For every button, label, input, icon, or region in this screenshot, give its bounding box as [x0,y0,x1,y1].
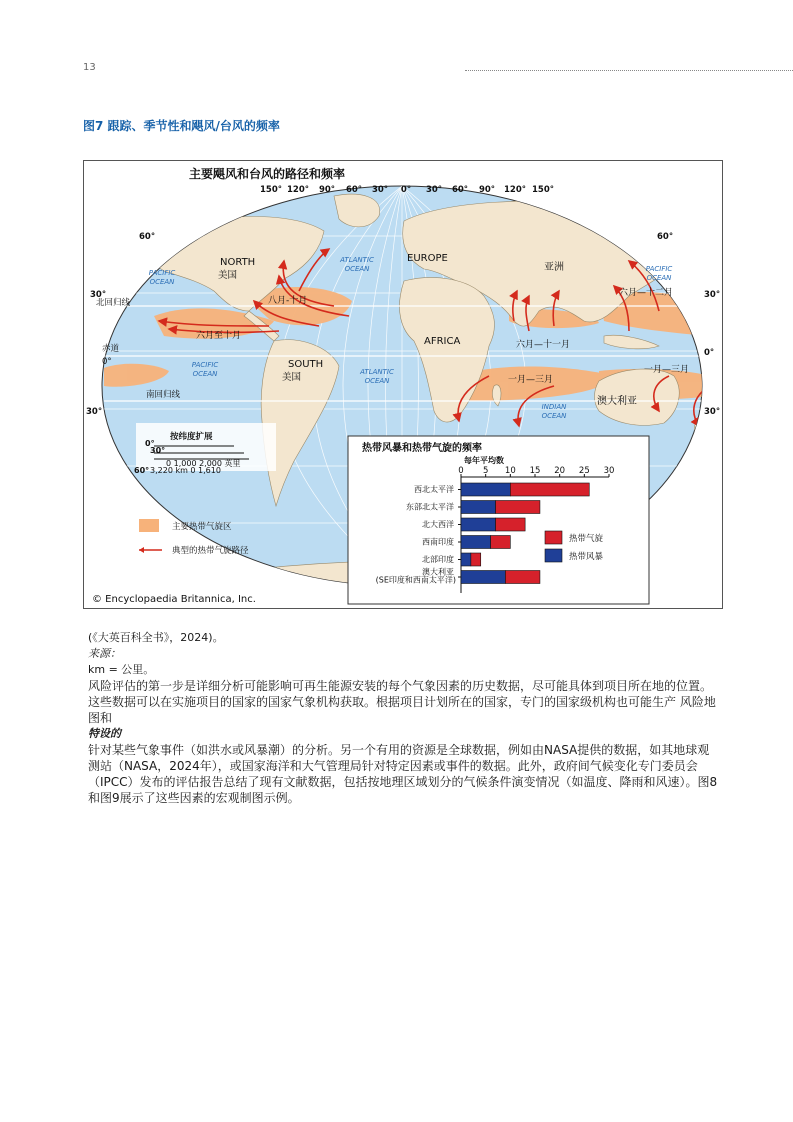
figure-caption: 图7 跟踪、季节性和飓风/台风的频率 [83,119,280,133]
ocean-label: OCEAN [192,370,218,378]
chart-bar [461,553,471,566]
label-season-epac: 六月至十月 [196,331,242,341]
lon-label: 150° [260,185,282,195]
chart-tick-label: 15 [529,466,541,476]
km-note: km = 公里。 [88,663,155,676]
lat-label: 0° [704,348,715,358]
label-season-aus: 一月—三月 [644,365,690,375]
ocean-label: PACIFIC [148,269,176,277]
label-australia: 澳大利亚 [597,396,637,407]
chart-bar [491,536,511,549]
ocean-label: OCEAN [149,278,175,286]
source-citation: (《大英百科全书》，2024)。 [88,631,224,644]
legend-zone-label: 主要热带气旋区 [172,522,232,532]
ocean-label: OCEAN [344,265,370,273]
legend-path-label: 典型的热带气旋路径 [172,546,249,556]
chart-legend-label: 热带风暴 [569,552,604,562]
label-africa: AFRICA [424,336,461,347]
header-divider [465,70,793,71]
chart-category-label: 西北太平洋 [414,485,454,494]
lon-label: 90° [318,185,336,195]
ocean-label: INDIAN [541,403,567,411]
page-number: 13 [83,62,96,73]
scale-title: 按纬度扩展 [170,432,213,442]
chart-bar [496,501,540,514]
scale-miles: 0 1,000 2,000 英里 [166,459,241,468]
chart-tick-label: 5 [482,466,489,476]
body-text [88,630,718,806]
label-tropic-cancer: 北回归线 [96,298,131,308]
label-season-nio: 六月—十一月 [516,340,571,350]
chart-xlabel: 每年平均数 [464,456,504,465]
chart-category-label: 北部印度 [422,555,454,564]
lon-label: 150° [532,185,554,195]
scale-lat30: 30° [150,446,166,455]
chart-bar [461,518,496,531]
source-label: 来源： [88,647,121,660]
scale-lat60: 60° [134,466,150,475]
label-south-usa: 美国 [282,372,302,383]
ocean-label: OCEAN [364,377,390,385]
scale-box [134,423,276,475]
chart-bar [505,571,540,584]
scale-lat0: 0° [145,439,155,448]
label-season-atlantic: 八月-十月 [268,296,308,306]
lon-label: 30° [371,185,389,195]
legend-zone-swatch [139,519,159,532]
chart-tick-label: 10 [504,466,516,476]
chart-category-sublabel: (SE印度和西南太平洋) [375,575,456,585]
paragraph-2: 针对某些气象事件（如洪水或风暴潮）的分析。另一个有用的资源是全球数据，例如由NASA提供的数据，如其地球观测站（NASA，2024年），或国家海洋和大气管理局针对特定因素或事件的数据。此外，政府间气候变化专门委员会（IPCC）发布的评估报告总结了现有文献数据，包括按地理区域划分的气候条件演变情况（如温度、降雨和风速）。图8和图9展示了这些因素的宏观制图示例。 [88,743,718,805]
ocean-label: PACIFIC [191,361,219,369]
chart-tick-label: 30 [603,466,615,476]
chart-tick-label: 0 [458,466,464,476]
label-tropic-capricorn: 南回归线 [146,390,181,400]
lat-label: 60° [139,232,156,242]
label-equator: 赤道 [102,344,120,354]
ocean-label: ATLANTIC [340,256,374,264]
chart-tick-label: 20 [554,466,566,476]
ocean-label: OCEAN [646,274,672,282]
paragraph-1: 风险评估的第一步是详细分析可能影响可再生能源安装的每个气象因素的历史数据，尽可能具体到项目所在地的位置。这些数据可以在实施项目的国家的国家气象机构获取。根据项目计划所在的国家，专门的国家级机构也可能生产 风险地图和 [88,679,716,725]
label-season-wpac: 六月—十二月 [619,288,674,298]
chart-bar [510,483,589,496]
chart-bar [496,518,526,531]
label-season-swio: 一月—三月 [508,375,554,385]
chart-category-label: 东部北太平洋 [406,502,454,512]
lat-label: 30° [90,290,107,300]
lon-label: 60° [451,185,469,195]
scale-km: 3,220 km 0 1,610 [150,466,221,475]
label-asia: 亚洲 [544,262,564,273]
label-south-america: SOUTH [288,359,324,370]
lat-label: 30° [86,407,103,417]
chart-bar [461,536,491,549]
credit: © Encyclopaedia Britannica, Inc. [92,594,256,605]
frequency-chart [348,436,649,604]
figure-map [83,160,723,609]
ocean-label: ATLANTIC [360,368,394,376]
lon-label: 120° [287,185,309,195]
lat-label: 30° [704,290,721,300]
label-north-america: NORTH [220,257,256,268]
lon-label: 30° [425,185,443,195]
chart-legend-label: 热带气旋 [569,534,604,544]
chart-category-label: 西南印度 [422,537,454,547]
lat-label: 30° [704,407,721,417]
chart-legend-swatch [545,531,562,544]
chart-category-label: 澳大利亚 [422,567,454,577]
chart-title: 热带风暴和热带气旋的频率 [362,443,482,454]
lon-label: 90° [478,185,496,195]
lat-label: 60° [657,232,674,242]
chart-legend-swatch [545,549,562,562]
lon-label: 0° [400,185,412,195]
chart-bar [471,553,481,566]
map-svg [84,161,722,608]
chart-bar [461,501,496,514]
label-europe: EUROPE [407,253,448,264]
lon-label: 120° [504,185,526,195]
chart-bar [461,483,510,496]
chart-tick-label: 25 [578,466,590,476]
chart-bar [461,571,505,584]
lon-label: 60° [345,185,363,195]
chart-category-label: 北大西洋 [422,520,454,529]
ocean-label: OCEAN [541,412,567,420]
map-title: 主要飓风和台风的路径和频率 [189,167,346,181]
label-usa: 美国 [218,270,238,281]
special-label: 特设的 [88,727,121,740]
ocean-label: PACIFIC [645,265,673,273]
label-equator-deg: 0° [102,357,112,367]
longitude-labels [260,185,554,195]
